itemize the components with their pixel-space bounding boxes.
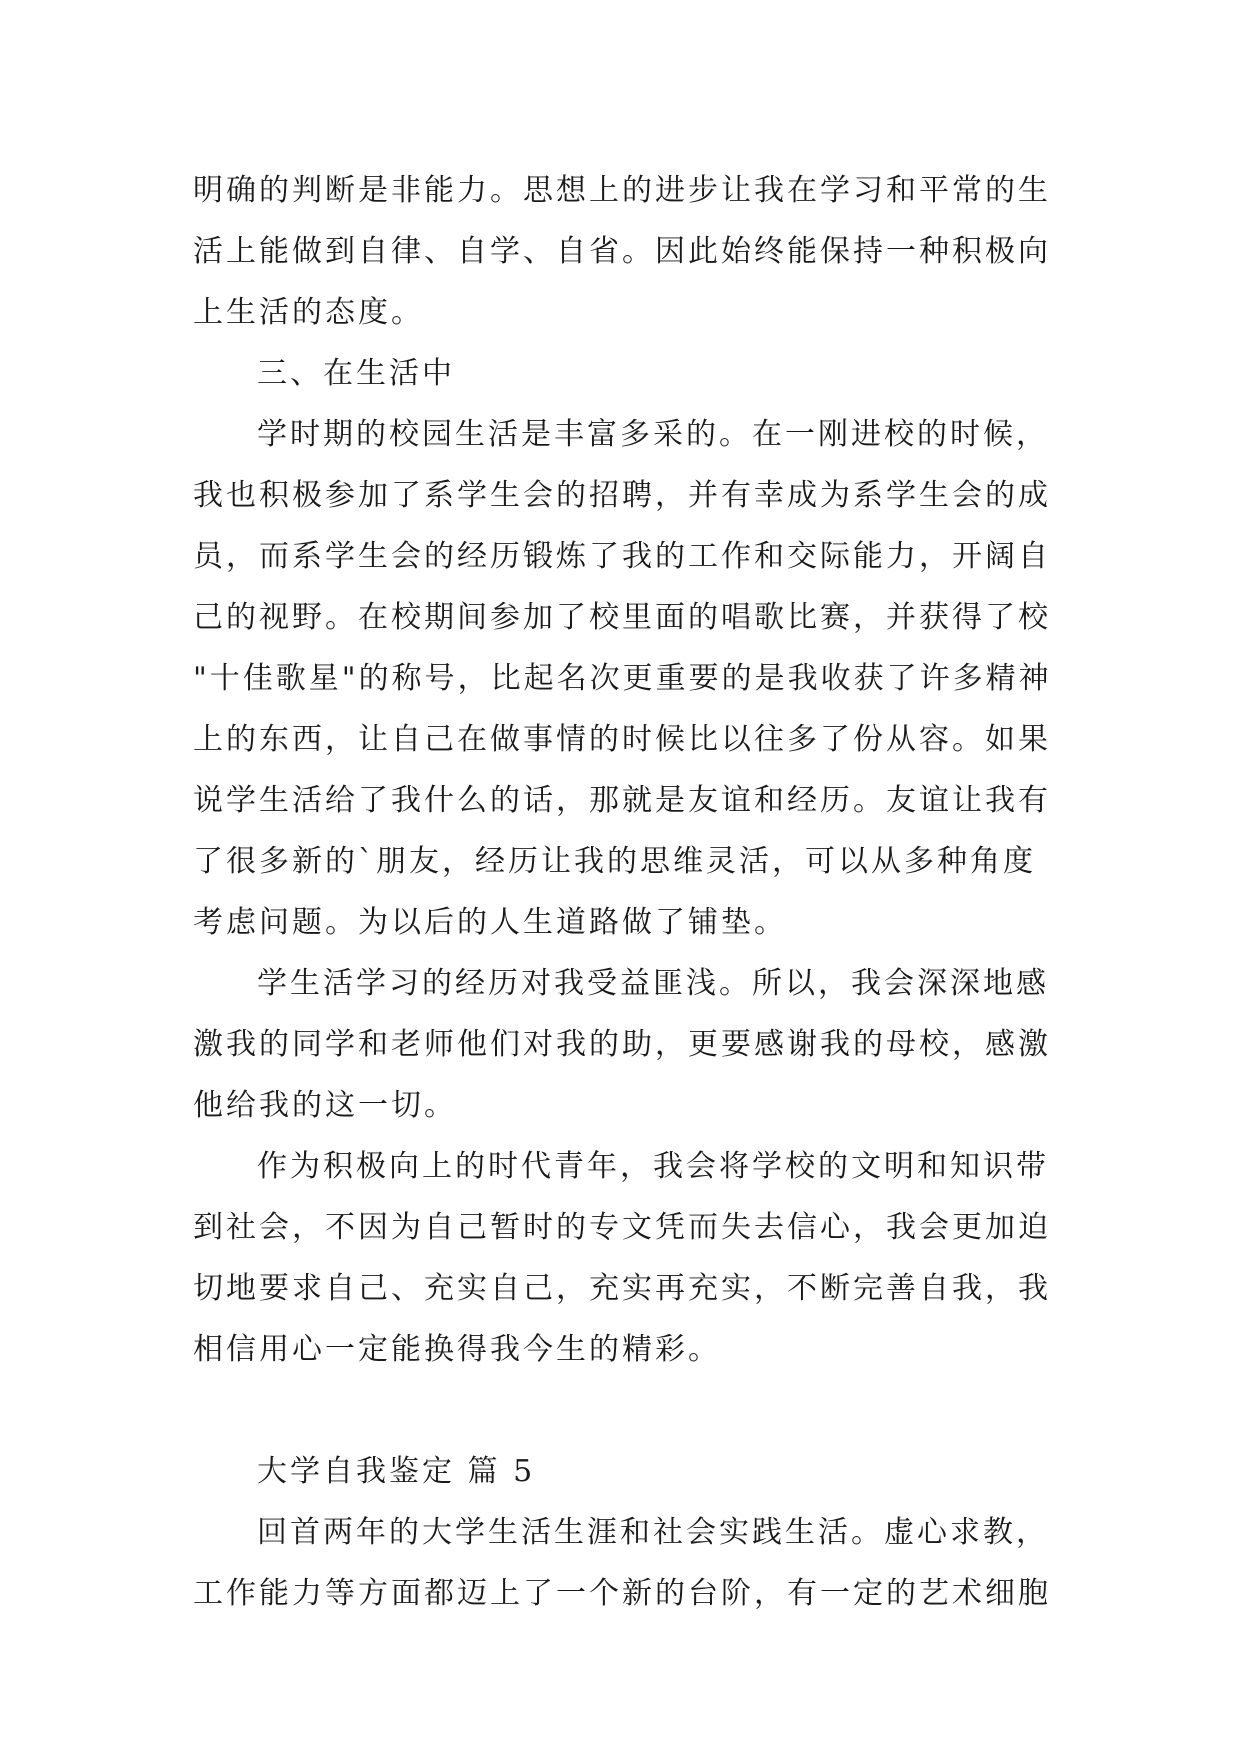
text-line: 学生活学习的经历对我受益匪浅。所以，我会深深地感 [257,966,1049,1001]
paragraph-3 [193,953,1049,1136]
text-line: 他给我的这一切。 [193,1088,457,1123]
text-line: 上的东西，让自己在做事情的时候比以往多了份从容。如果 [193,722,1051,757]
text-line: 我也积极参加了系学生会的招聘，并有幸成为系学生会的成 [193,478,1051,513]
paragraph-1 [193,160,1049,343]
paragraph-4 [193,1136,1049,1380]
text-line: 切地要求自己、充实自己，充实再充实，不断完善自我，我 [193,1271,1051,1306]
blank-line [193,1380,1049,1441]
text-line: 激我的同学和老师他们对我的助，更要感谢我的母校，感激 [193,1027,1051,1062]
text-line: 员，而系学生会的经历锻炼了我的工作和交际能力，开阔自 [193,539,1051,574]
text-line: 相信用心一定能换得我今生的精彩。 [193,1332,721,1367]
paragraph-5 [193,1502,1049,1624]
text-line: 明确的判断是非能力。思想上的进步让我在学习和平常的生 [193,173,1051,208]
text-line: 到社会，不因为自己暂时的专文凭而失去信心，我会更加迫 [193,1210,1051,1245]
text-line: 考虑问题。为以后的人生道路做了铺垫。 [193,905,787,940]
text-line: "十佳歌星"的称号，比起名次更重要的是我收获了许多精神 [193,661,1052,696]
text-line: 上生活的态度。 [193,295,424,330]
paragraph-2 [193,404,1052,953]
text-line: 活上能做到自律、自学、自省。因此始终能保持一种积极向 [193,234,1051,269]
section-title-5: 大学自我鉴定 篇 5 [257,1454,536,1489]
text-line: 己的视野。在校期间参加了校里面的唱歌比赛，并获得了校 [193,600,1051,635]
text-line: 作为积极向上的时代青年，我会将学校的文明和知识带 [257,1149,1049,1184]
body-text [193,160,1052,1624]
text-line: 学时期的校园生活是丰富多采的。在一刚进校的时候， [257,417,1049,452]
section-heading-3: 三、在生活中 [257,356,455,391]
text-line: 说学生活给了我什么的话，那就是友谊和经历。友谊让我有 [193,783,1051,818]
text-line: 回首两年的大学生活生涯和社会实践生活。虚心求教， [257,1515,1049,1550]
text-line: 工作能力等方面都迈上了一个新的台阶，有一定的艺术细胞 [193,1576,1051,1611]
text-line: 了很多新的`朋友，经历让我的思维灵活，可以从多种角度 [193,844,1036,879]
